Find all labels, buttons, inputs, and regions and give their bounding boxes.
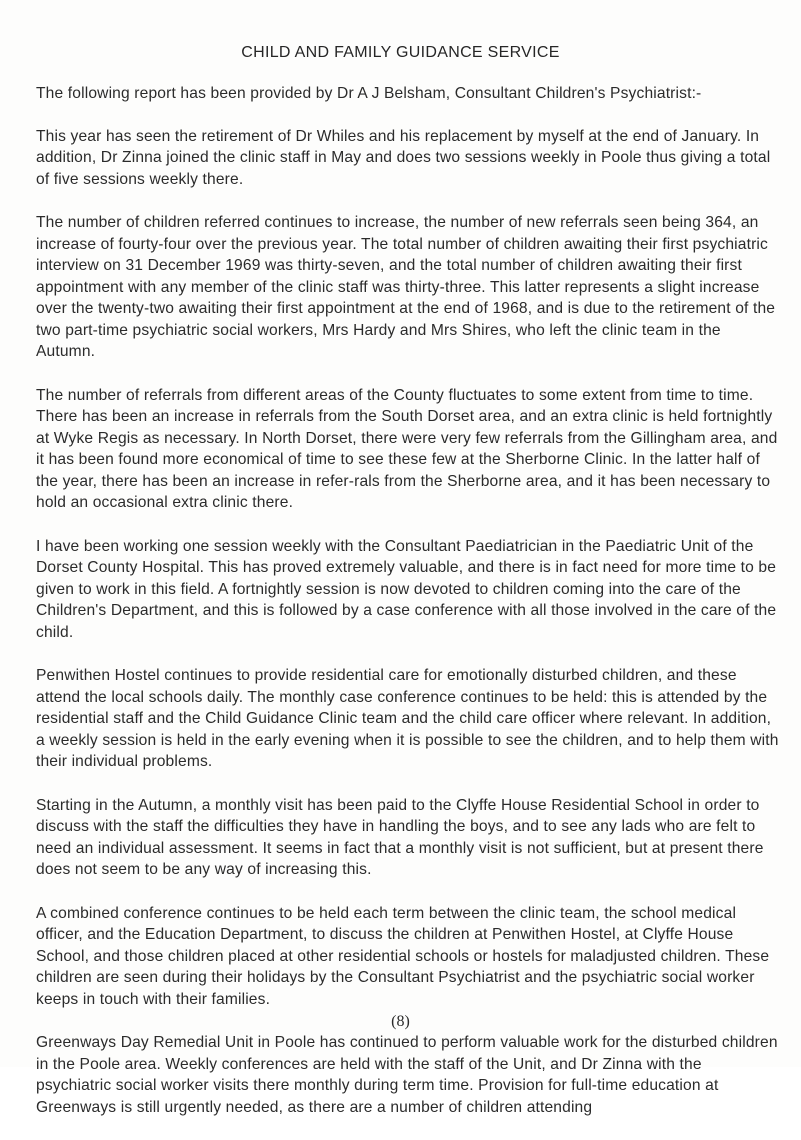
page-number: (8) xyxy=(391,1013,410,1030)
paragraph-retirement: This year has seen the retirement of Dr Whiles and his replacement by myself at the end of January. In addition, Dr Zinna joined the clinic staff in May and does two sessions weekly in Poole thus giving a total of five sessions weekly there. xyxy=(36,127,771,188)
paragraph-penwithen-hostel: Penwithen Hostel continues to provide residential care for emotionally disturbed children, and these attend the local schools daily. The monthly case conference continues to be held: this is attended by the residential staff and the Child Guidance Clinic team and the child care officer where relevant. In addition, a weekly session is held in the early evening when it is possible to see the children, and to help them with their individual problems. xyxy=(36,667,779,770)
paragraph-county-areas: The number of referrals from different areas of the County fluctuates to some extent from time to time. There has been an increase in referrals from the South Dorset area, and an extra clinic is held fortnightly at Wyke Regis as necessary. In North Dorset, there were very few referrals from the Gillingham area, and it has been found more economical of time to see these few at the Sherborne Clinic. In the latter half of the year, there has been an increase in refer-rals from the Sherborne area, and it has been necessary to hold an occasional extra clinic there. xyxy=(36,386,778,511)
paragraph-greenways: Greenways Day Remedial Unit in Poole has continued to perform valuable work for the disturbed children in the Poole area. Weekly conferences are held with the staff of the Unit, and Dr Zinna with the psychiatric social worker visits there monthly during term time. Provision for full-time education at Greenways is still urgently needed, as there are a number of children attending xyxy=(36,1034,778,1116)
page-title: CHILD AND FAMILY GUIDANCE SERVICE xyxy=(241,44,560,61)
paragraph-referrals: The number of children referred continues to increase, the number of new referrals seen being 364, an increase of fourty-four over the previous year. The total number of children awaiting their first psychiatric interview on 31 December 1969 was thirty-seven, and the total number of children awaiting their first appointment with any member of the clinic staff was thirty-three. This latter represents a slight increase over the twenty-two awaiting their first appointment at the end of 1968, and is due to the retirement of the two part-time psychiatric social workers, Mrs Hardy and Mrs Shires, who left the clinic team in the Autumn. xyxy=(36,214,776,360)
paragraph-clyffe-house: Starting in the Autumn, a monthly visit has been paid to the Clyffe House Residential School in order to discuss with the staff the difficulties they have in handling the boys, and to see any lads who are felt to need an individual assessment. It seems in fact that a monthly visit is not sufficient, but at present there does not seem to be any way of increasing this. xyxy=(36,796,764,878)
paragraph-paediatric-unit: I have been working one session weekly with the Consultant Paediatrician in the Paediatric Unit of the Dorset County Hospital. This has proved extremely valuable, and there is in fact need for more time to be given to work in this field. A fortnightly session is now devoted to children coming into the care of the Children's Department, and this is followed by a case conference with all those involved in the care of the child. xyxy=(36,537,777,641)
report-body xyxy=(36,83,781,1140)
paragraph-combined-conference: A combined conference continues to be held each term between the clinic team, the school medical officer, and the Education Department, to discuss the children at Penwithen Hostel, at Clyffe House School, and those children placed at other residential schools or hostels for maladjusted children. These children are seen during their holidays by the Consultant Psychiatrist and the psychiatric social worker keeps in touch with their families. xyxy=(36,904,770,1008)
paragraph-intro: The following report has been provided by Dr A J Belsham, Consultant Children's Psychiatrist:- xyxy=(36,85,702,102)
